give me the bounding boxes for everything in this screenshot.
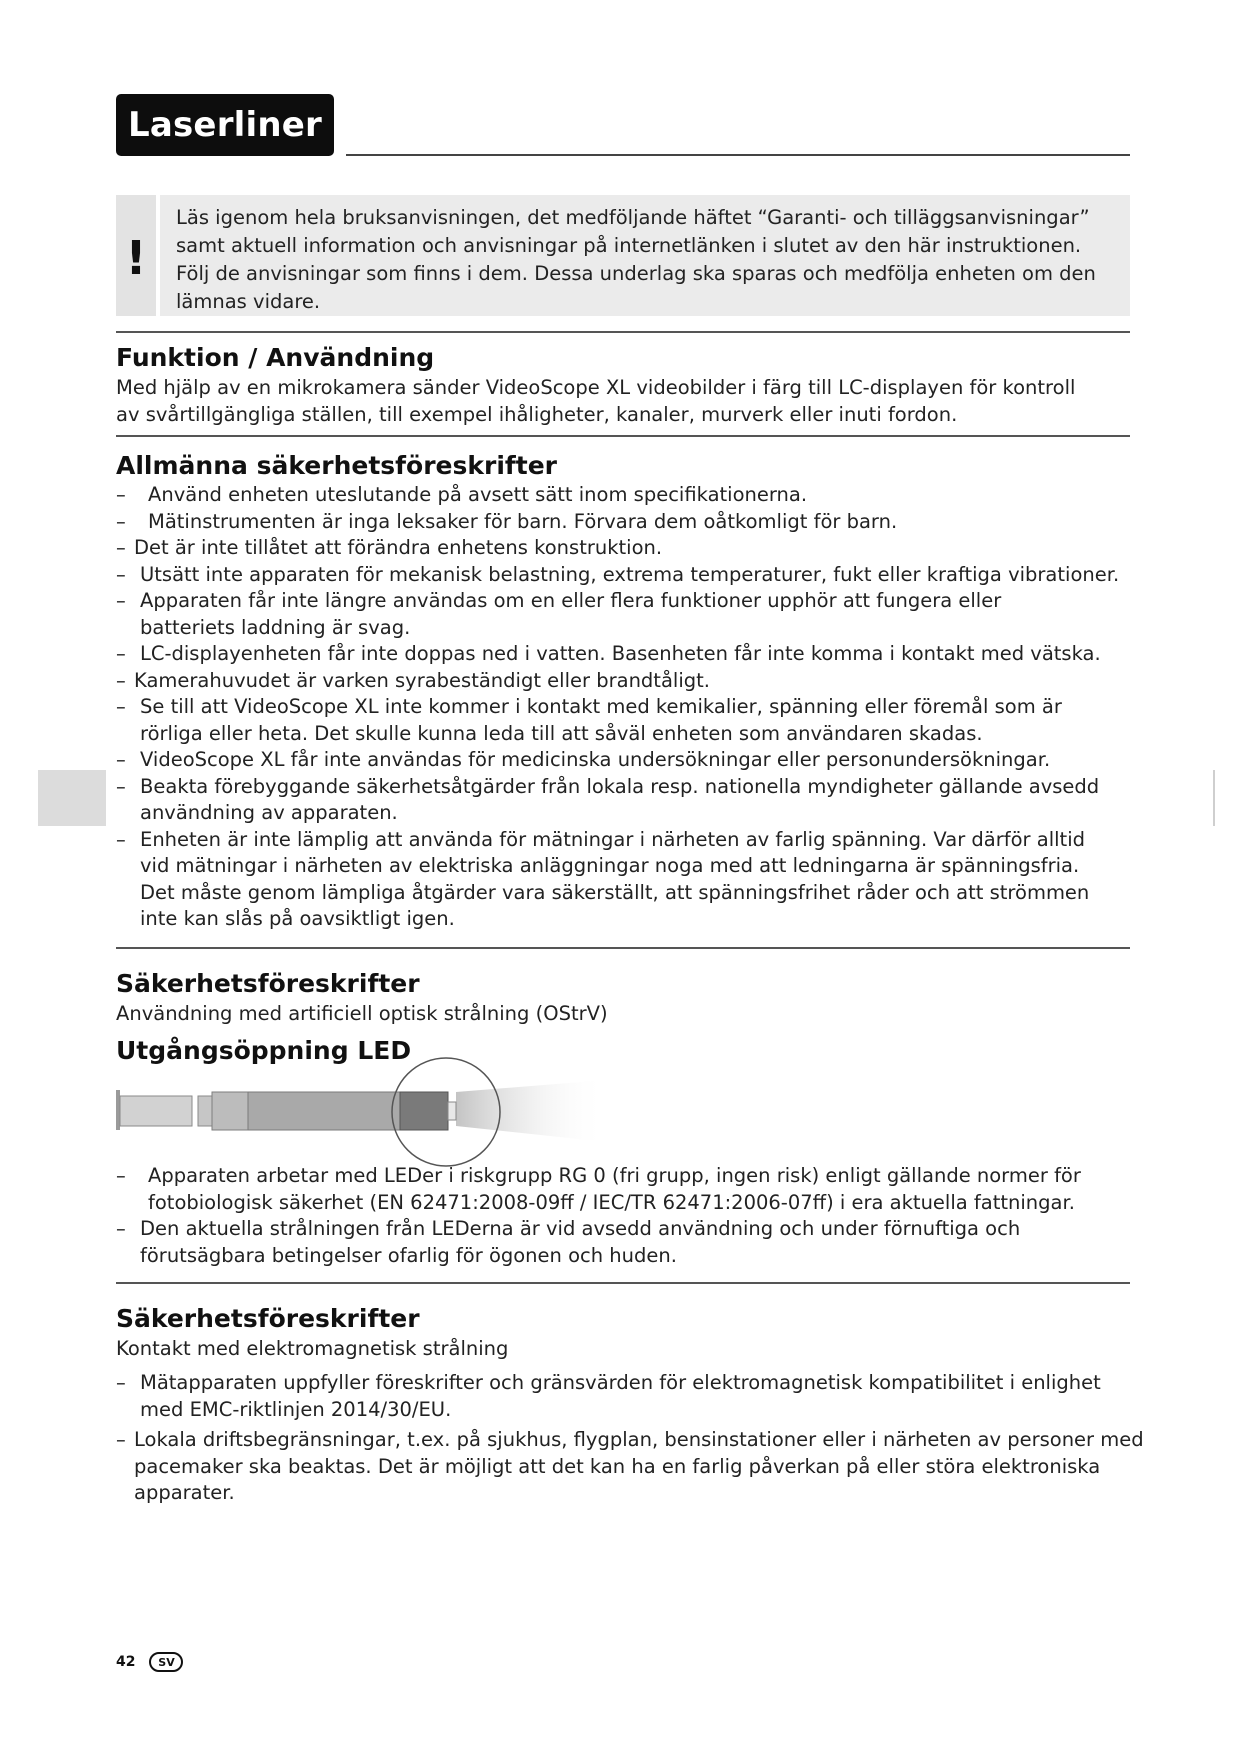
optical-safety-subtitle: Användning med artificiell optisk strålning (OStrV) [116, 1002, 608, 1025]
list-item: – Utsätt inte apparaten för mekanisk belastning, extrema temperaturer, fukt eller kraftiga vibrationer. [116, 562, 1146, 589]
page-number: 42 [116, 1654, 136, 1670]
list-item: – Beakta förebyggande säkerhetsåtgärder från lokala resp. nationella myndigheter gällande avsedd användning av apparaten. [116, 774, 1100, 827]
list-item: – Den aktuella strålningen från LEDerna är vid avsedd användning och under förnuftiga och förutsägbara betingelser ofarlig för ögonen och huden. [116, 1216, 1146, 1269]
list-item: – Enheten är inte lämplig att använda för mätningar i närheten av farlig spänning. Var därför alltid vid mätningar i närheten av elektriska anläggningar noga med att ledningarna är spänningsfria. Det måste genom lämpliga åtgärder vara säkerställt, att spänningsfrihet råder och att strömmen inte kan slås på oavsiktligt igen. [116, 827, 1100, 933]
list-item: – Se till att VideoScope XL inte kommer i kontakt med kemikalier, spänning eller föremål som är rörliga eller heta. Det skulle kunna leda till att såväl enheten som användaren skadas. [116, 694, 1130, 747]
probe-joint [198, 1096, 212, 1126]
list-item: – Det är inte tillåtet att förändra enhetens konstruktion. [116, 535, 1146, 562]
section-divider [116, 435, 1130, 437]
list-item: – Apparaten arbetar med LEDer i riskgrupp RG 0 (fri grupp, ingen risk) enligt gällande normer för fotobiologisk säkerhet (EN 62471:2008-09ff / IEC/TR 62471:2006-07ff) i era aktuella fattningar. [116, 1163, 1098, 1216]
section-divider [116, 1282, 1130, 1284]
list-item: – Apparaten får inte längre användas om en eller flera funktioner upphör att fungera eller batteriets laddning är svag. [116, 588, 1100, 641]
notice-box [116, 195, 1130, 316]
function-line: Med hjälp av en mikrokamera sänder VideoScope XL videobilder i färg till LC-displayen för kontroll [116, 376, 1076, 399]
led-outlet-icon [448, 1102, 456, 1120]
warning-symbol: ! [125, 231, 147, 285]
notice-line: Följ de anvisningar som finns i dem. Dessa underlag ska sparas och medfölja enheten om den [176, 262, 1096, 285]
general-safety-title: Allmänna säkerhetsföreskrifter [116, 451, 558, 480]
function-title: Funktion / Användning [116, 343, 435, 372]
cable-end [116, 1090, 120, 1130]
emc-safety-section [116, 1303, 1146, 1507]
page-footer [116, 1652, 183, 1672]
notice-line: lämnas vidare. [176, 290, 321, 313]
emc-safety-subtitle: Kontakt med elektromagnetisk strålning [116, 1337, 509, 1360]
list-item: – VideoScope XL får inte användas för medicinska undersökningar eller personundersökningar. [116, 747, 1146, 774]
list-item: – Mätapparaten uppfyller föreskrifter och gränsvärden för elektromagnetisk kompatibilitet i enlighet med EMC-riktlinjen 2014/30/EU. [116, 1370, 1146, 1423]
list-item: – LC-displayenheten får inte doppas ned i vatten. Basenheten får inte komma i kontakt med vätska. [116, 641, 1146, 668]
general-safety-section [116, 450, 1146, 933]
probe-cable [120, 1096, 192, 1126]
list-item: – Använd enheten uteslutande på avsett sätt inom specifikationerna. [116, 482, 1146, 509]
optical-safety-items [116, 1163, 1146, 1269]
probe-sleeve [212, 1092, 248, 1130]
list-item: – Mätinstrumenten är inga leksaker för barn. Förvara dem oåtkomligt för barn. [116, 509, 1146, 536]
notice-text [160, 195, 1130, 316]
notice-line: samt aktuell information och anvisningar på internetlänken i slutet av den här instruktionen. [176, 234, 1082, 257]
warning-icon [116, 195, 156, 316]
brand-logo-text: Laserliner [127, 105, 322, 145]
list-item: – Kamerahuvudet är varken syrabeständigt eller brandtåligt. [116, 668, 1146, 695]
section-divider [116, 947, 1130, 949]
function-line: av svårtillgängliga ställen, till exempel ihåligheter, kanaler, murverk eller inuti fordon. [116, 403, 958, 426]
notice-line: Läs igenom hela bruksanvisningen, det medföljande häftet “Garanti- och tilläggsanvisningar” [176, 206, 1090, 229]
optical-safety-list [116, 1163, 1146, 1269]
header-divider [346, 154, 1130, 156]
camera-body [248, 1092, 400, 1130]
emc-safety-list [116, 1370, 1146, 1507]
light-beam [456, 1080, 606, 1142]
margin-marker [1213, 770, 1215, 826]
camera-head [400, 1092, 448, 1130]
brand-logo [116, 94, 334, 156]
led-figure-title: Utgångsöppning LED [116, 1036, 412, 1065]
general-safety-list [116, 482, 1146, 933]
language-tab-marker [38, 770, 106, 826]
language-badge: SV [149, 1652, 183, 1672]
section-divider [116, 331, 1130, 333]
function-section [116, 342, 1146, 428]
led-outlet-illustration [116, 1050, 606, 1170]
list-item: – Lokala driftsbegränsningar, t.ex. på sjukhus, flygplan, bensinstationer eller i närheten av personer med pacemaker ska beaktas. Det är möjligt att det kan ha en farlig påverkan på eller störa elektroniska apparater. [116, 1427, 1146, 1507]
emc-safety-title: Säkerhetsföreskrifter [116, 1304, 420, 1333]
optical-safety-title: Säkerhetsföreskrifter [116, 969, 420, 998]
